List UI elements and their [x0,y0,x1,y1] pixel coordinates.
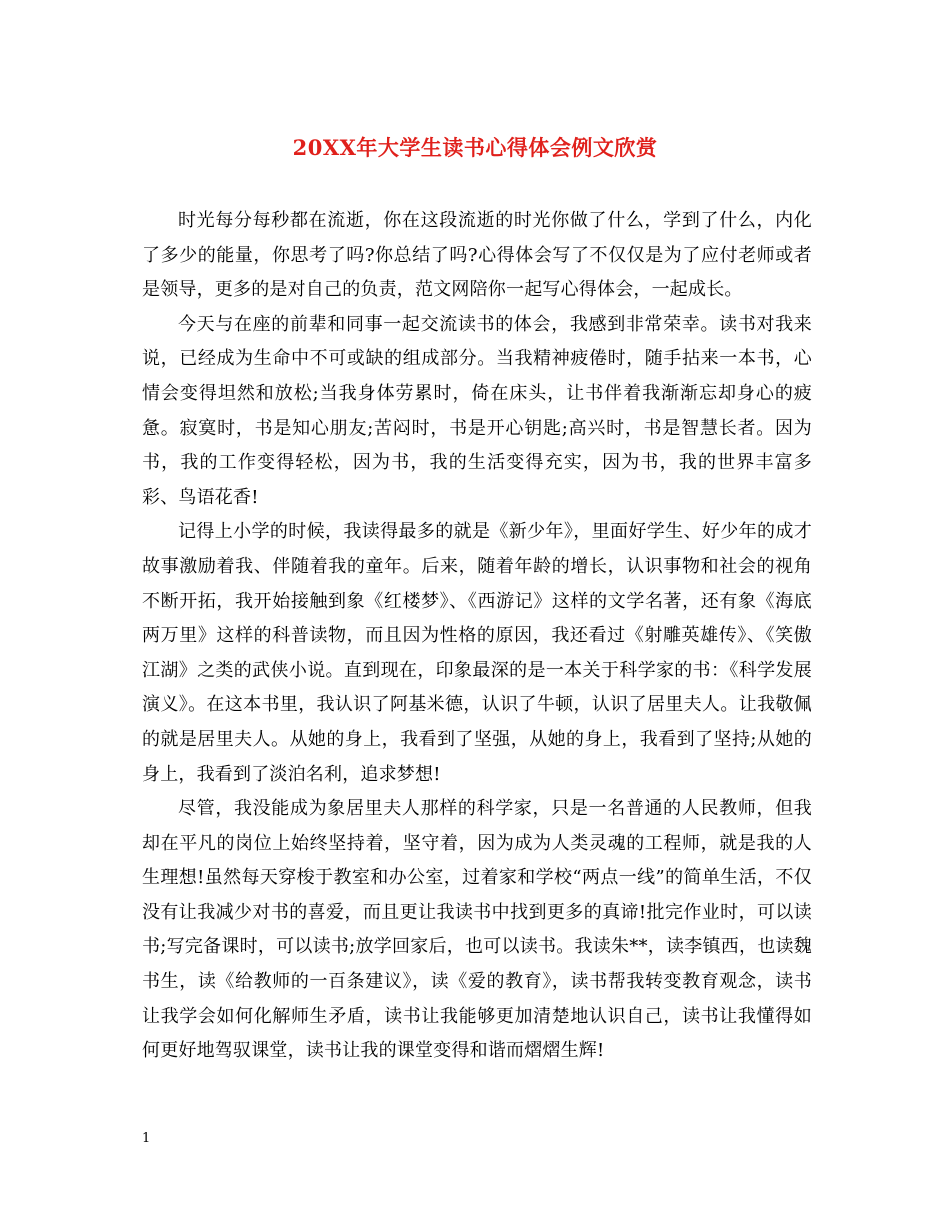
page-number: 1 [142,1131,151,1146]
paragraph-1: 时光每分每秒都在流逝，你在这段流逝的时光你做了什么，学到了什么，内化了多少的能量，你思考了吗?你总结了吗?心得体会写了不仅仅是为了应付老师或者是领导，更多的是对自己的负责，范文网陪你一起写心得体会，一起成长。 [142,210,812,301]
paragraph-2: 今天与在座的前辈和同事一起交流读书的体会，我感到非常荣幸。读书对我来说，已经成为生命中不可或缺的组成部分。当我精神疲倦时，随手拈来一本书，心情会变得坦然和放松;当我身体劳累时，倚在床头，让书伴着我渐渐忘却身心的疲惫。寂寞时，书是知心朋友;苦闷时，书是开心钥匙;高兴时，书是智慧长者。因为书，我的工作变得轻松，因为书，我的生活变得充实，因为书，我的世界丰富多彩、鸟语花香! [142,313,812,508]
document-body [142,204,812,1069]
document-title: 20XX年大学生读书心得体会例文欣赏 [292,135,658,160]
paragraph-4: 尽管，我没能成为象居里夫人那样的科学家，只是一名普通的人民教师，但我却在平凡的岗位上始终坚持着，坚守着，因为成为人类灵魂的工程师，就是我的人生理想!虽然每天穿梭于教室和办公室，过着家和学校“两点一线”的简单生活，不仅没有让我减少对书的喜爱，而且更让我读书中找到更多的真谛!批完作业时，可以读书;写完备课时，可以读书;放学回家后，也可以读书。我读朱**，读李镇西，也读魏书生，读《给教师的一百条建议》，读《爱的教育》，读书帮我转变教育观念，读书让我学会如何化解师生矛盾，读书让我能够更加清楚地认识自己，读书让我懂得如何更好地驾驭课堂，读书让我的课堂变得和谐而熠熠生辉! [142,798,812,1062]
paragraph-3: 记得上小学的时候，我读得最多的就是《新少年》，里面好学生、好少年的成才故事激励着我、伴随着我的童年。后来，随着年龄的增长，认识事物和社会的视角不断开拓，我开始接触到象《红楼梦》、《西游记》这样的文学名著，还有象《海底两万里》这样的科普读物，而且因为性格的原因，我还看过《射雕英雄传》、《笑傲江湖》之类的武侠小说。直到现在，印象最深的是一本关于科学家的书：《科学发展演义》。在这本书里，我认识了阿基米德，认识了牛顿，认识了居里夫人。让我敬佩的就是居里夫人。从她的身上，我看到了坚强，从她的身上，我看到了坚持;从她的身上，我看到了淡泊名利，追求梦想! [142,521,812,785]
